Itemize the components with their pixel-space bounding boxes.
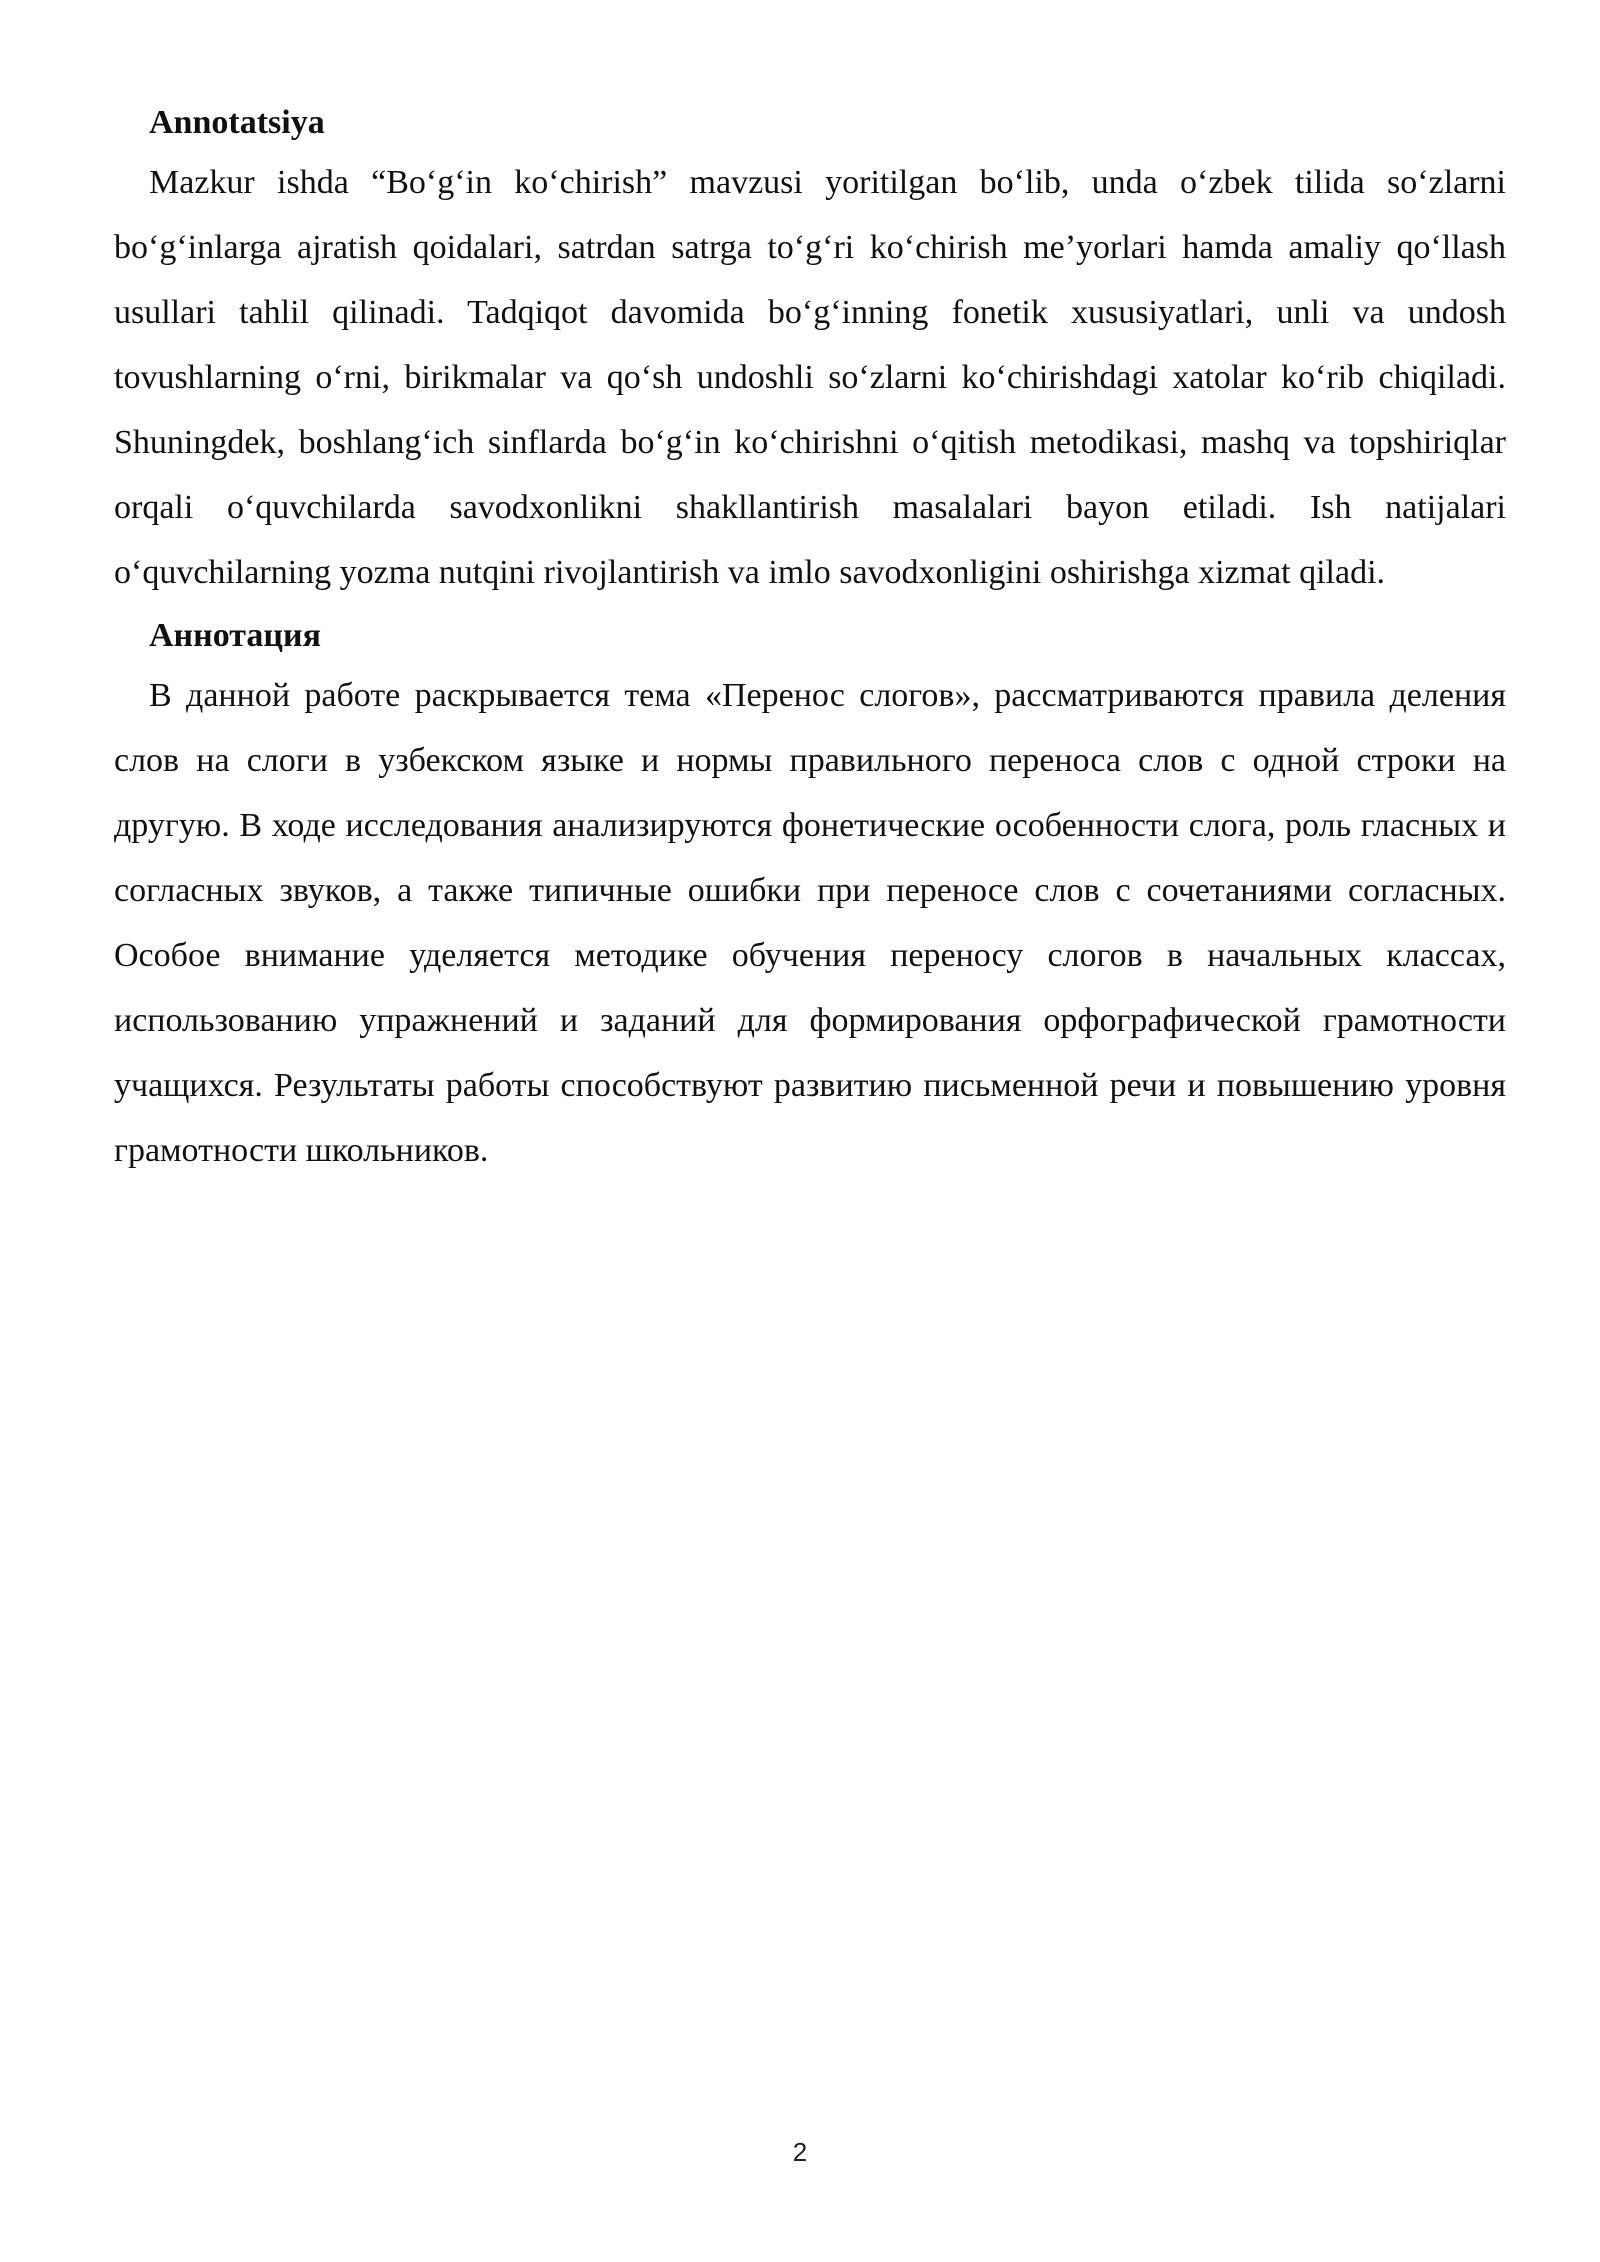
page-number: 2 — [792, 2137, 808, 2167]
annotation-uz-heading: Annotatsiya — [149, 104, 325, 141]
page-content — [114, 92, 1506, 1183]
annotation-ru-heading: Аннотация — [149, 617, 321, 654]
annotation-uz-text: Mazkur ishda “Boʻgʻin koʻchirish” mavzusi yoritilgan boʻlib, unda oʻzbek tilida soʻzlarni boʻgʻinlarga ajratish qoidalari, satrdan satrga toʻgʻri koʻchirish meʼyorlari hamda amaliy qoʻllash usullari tahlil qilinadi. Tadqiqot davomida boʻgʻinning fonetik xususiyatlari, unli va undosh tovushlarning oʻrni, birikmalar va qoʻsh undoshli soʻzlarni koʻchirishdagi xatolar koʻrib chiqiladi. Shuningdek, boshlangʻich sinflarda boʻgʻin koʻchirishni oʻqitish metodikasi, mashq va topshiriqlar orqali oʻquvchilarda savodxonlikni shakllantirish masalalari bayon etiladi. Ish natijalari oʻquvchilarning yozma nutqini rivojlantirish va imlo savodxonligini oshirishga xizmat qiladi. — [114, 164, 1506, 591]
annotation-ru-text: В данной работе раскрывается тема «Перенос слогов», рассматриваются правила деления слов на слоги в узбекском языке и нормы правильного переноса слов с одной строки на другую. В ходе исследования анализируются фонетические особенности слога, роль гласных и согласных звуков, а также типичные ошибки при переносе слов с сочетаниями согласных. Особое внимание уделяется методике обучения переносу слогов в начальных классах, использованию упражнений и заданий для формирования орфографической грамотности учащихся. Результаты работы способствуют развитию письменной речи и повышению уровня грамотности школьников. — [114, 677, 1506, 1169]
